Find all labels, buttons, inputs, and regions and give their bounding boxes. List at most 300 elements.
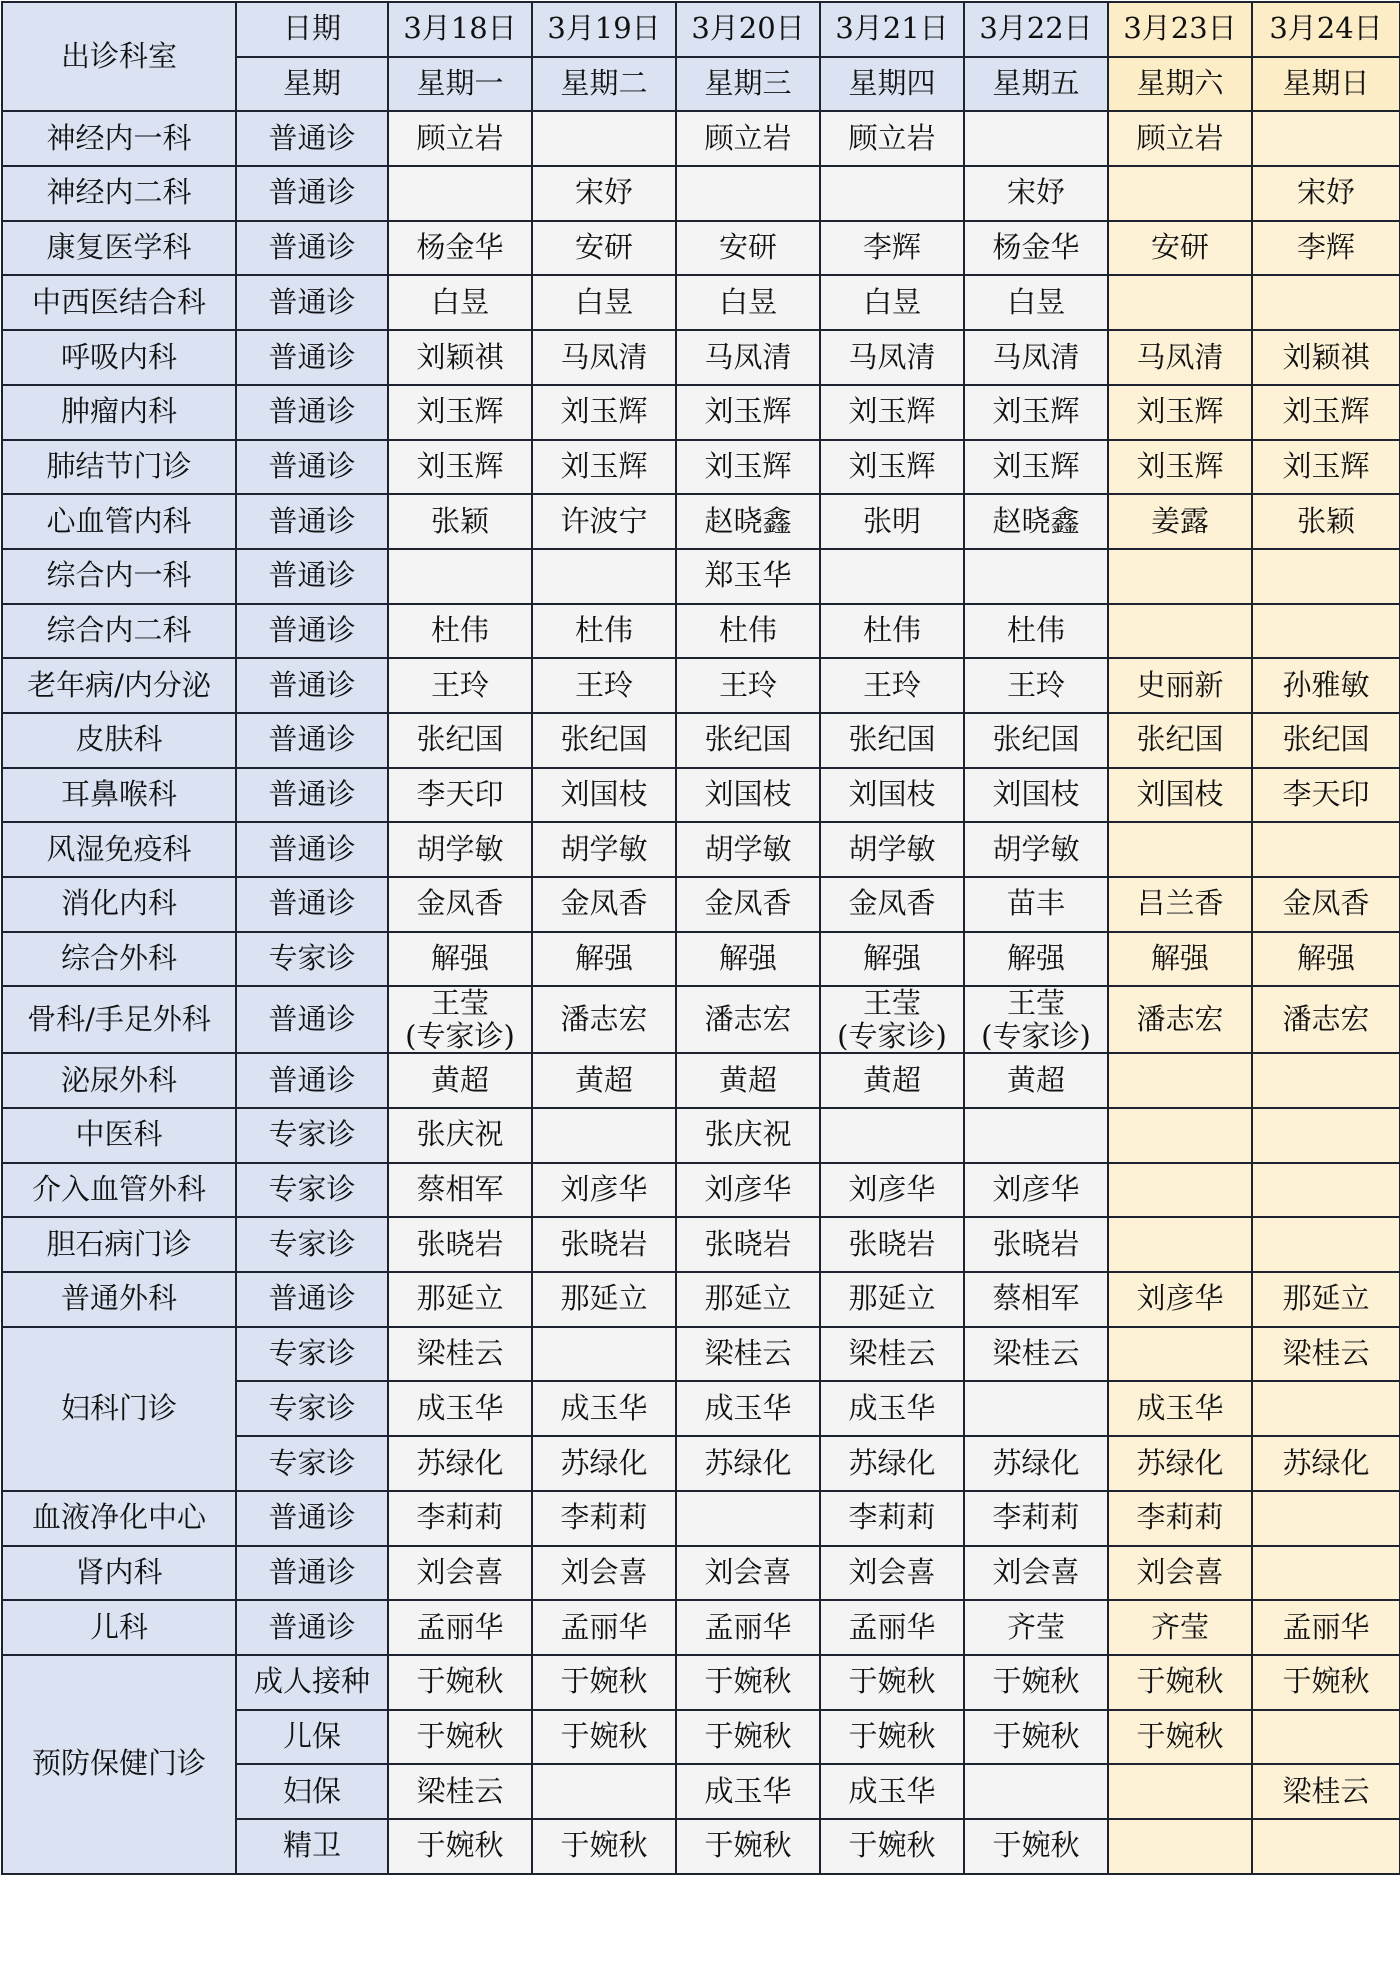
clinic-type: 普通诊	[236, 1600, 388, 1655]
doctor-cell: 马凤清	[532, 330, 676, 385]
doctor-cell-weekend	[1252, 1491, 1400, 1546]
doctor-cell-weekend: 于婉秋	[1108, 1710, 1252, 1765]
doctor-cell-weekend	[1252, 604, 1400, 659]
doctor-cell: 于婉秋	[532, 1655, 676, 1710]
department-name: 泌尿外科	[2, 1053, 236, 1108]
clinic-type: 普通诊	[236, 1272, 388, 1327]
doctor-cell: 那延立	[820, 1272, 964, 1327]
doctor-cell: 刘会喜	[388, 1546, 532, 1601]
doctor-cell	[532, 111, 676, 166]
doctor-cell-weekend	[1108, 1053, 1252, 1108]
department-name: 老年病/内分泌	[2, 658, 236, 713]
doctor-cell: 刘玉辉	[676, 440, 820, 495]
doctor-cell: 杜伟	[676, 604, 820, 659]
doctor-cell: 那延立	[676, 1272, 820, 1327]
doctor-cell: 那延立	[388, 1272, 532, 1327]
doctor-cell-weekend: 张纪国	[1108, 713, 1252, 768]
clinic-type: 普通诊	[236, 768, 388, 823]
schedule-row	[2, 822, 1400, 877]
date-header: 3月22日	[964, 2, 1108, 57]
doctor-cell: 张庆祝	[388, 1108, 532, 1163]
dept-column-header: 出诊科室	[2, 2, 236, 111]
doctor-cell: 刘玉辉	[388, 440, 532, 495]
doctor-cell: 刘会喜	[964, 1546, 1108, 1601]
clinic-type: 普通诊	[236, 385, 388, 440]
doctor-cell: 杜伟	[964, 604, 1108, 659]
doctor-cell-weekend: 梁桂云	[1252, 1764, 1400, 1819]
doctor-cell: 张晓岩	[964, 1217, 1108, 1272]
doctor-cell-weekend	[1252, 1108, 1400, 1163]
doctor-cell: 成玉华	[388, 1381, 532, 1436]
schedule-row	[2, 1491, 1400, 1546]
doctor-cell-weekend: 解强	[1108, 932, 1252, 987]
doctor-cell	[532, 1327, 676, 1382]
doctor-cell: 李辉	[820, 221, 964, 276]
cell-text-line: (专家诊)	[837, 1018, 947, 1053]
doctor-cell: 王玲	[532, 658, 676, 713]
doctor-cell: 黄超	[532, 1053, 676, 1108]
doctor-cell-weekend: 李辉	[1252, 221, 1400, 276]
doctor-cell: 梁桂云	[388, 1327, 532, 1382]
cell-text-line: 王莹	[430, 986, 489, 1021]
doctor-cell-weekend: 刘国枝	[1108, 768, 1252, 823]
doctor-cell-weekend	[1108, 1163, 1252, 1218]
weekday-header: 星期一	[388, 57, 532, 112]
schedule-row	[2, 1546, 1400, 1601]
doctor-cell-weekend: 苏绿化	[1108, 1436, 1252, 1491]
doctor-cell	[964, 986, 1108, 1053]
weekday-header: 星期五	[964, 57, 1108, 112]
header-row-dates	[2, 2, 1400, 57]
doctor-cell: 张庆祝	[676, 1108, 820, 1163]
department-name: 风湿免疫科	[2, 822, 236, 877]
doctor-cell: 李莉莉	[820, 1491, 964, 1546]
clinic-type: 普通诊	[236, 986, 388, 1053]
doctor-cell: 刘彦华	[676, 1163, 820, 1218]
clinic-type: 专家诊	[236, 1436, 388, 1491]
cell-text-line: 王莹	[862, 986, 921, 1021]
schedule-row	[2, 1272, 1400, 1327]
clinic-type: 专家诊	[236, 1163, 388, 1218]
doctor-cell: 张颖	[388, 494, 532, 549]
doctor-cell: 宋妤	[964, 166, 1108, 221]
department-name: 儿科	[2, 1600, 236, 1655]
schedule-row	[2, 1053, 1400, 1108]
department-name: 神经内二科	[2, 166, 236, 221]
doctor-cell: 张晓岩	[388, 1217, 532, 1272]
doctor-cell	[676, 1491, 820, 1546]
doctor-cell: 孟丽华	[532, 1600, 676, 1655]
doctor-cell: 白昱	[676, 275, 820, 330]
doctor-cell-weekend	[1108, 1217, 1252, 1272]
clinic-type: 专家诊	[236, 932, 388, 987]
doctor-cell	[964, 1764, 1108, 1819]
doctor-cell: 王玲	[820, 658, 964, 713]
doctor-cell: 胡学敏	[388, 822, 532, 877]
department-name: 普通外科	[2, 1272, 236, 1327]
doctor-cell: 张纪国	[388, 713, 532, 768]
doctor-cell: 李天印	[388, 768, 532, 823]
clinic-type: 普通诊	[236, 549, 388, 604]
doctor-cell: 张晓岩	[532, 1217, 676, 1272]
doctor-cell: 蔡相军	[964, 1272, 1108, 1327]
schedule-row	[2, 221, 1400, 276]
doctor-cell: 苏绿化	[532, 1436, 676, 1491]
doctor-cell	[964, 549, 1108, 604]
cell-text-line: 王莹	[1006, 986, 1065, 1021]
doctor-cell: 刘颖祺	[388, 330, 532, 385]
doctor-cell	[964, 111, 1108, 166]
doctor-cell-weekend	[1252, 1546, 1400, 1601]
schedule-body	[2, 111, 1400, 1873]
clinic-type: 普通诊	[236, 877, 388, 932]
doctor-cell-weekend	[1108, 1327, 1252, 1382]
doctor-cell: 刘彦华	[532, 1163, 676, 1218]
doctor-cell	[820, 1108, 964, 1163]
doctor-cell-weekend: 刘颖祺	[1252, 330, 1400, 385]
doctor-cell: 杜伟	[820, 604, 964, 659]
schedule-row	[2, 658, 1400, 713]
doctor-cell: 马凤清	[676, 330, 820, 385]
doctor-cell-weekend: 史丽新	[1108, 658, 1252, 713]
department-name: 肺结节门诊	[2, 440, 236, 495]
schedule-row	[2, 275, 1400, 330]
department-name: 综合内二科	[2, 604, 236, 659]
doctor-cell-weekend	[1252, 822, 1400, 877]
department-name: 呼吸内科	[2, 330, 236, 385]
doctor-cell: 于婉秋	[820, 1819, 964, 1874]
doctor-cell: 成玉华	[676, 1764, 820, 1819]
doctor-cell: 于婉秋	[388, 1710, 532, 1765]
department-name: 肾内科	[2, 1546, 236, 1601]
doctor-cell: 黄超	[820, 1053, 964, 1108]
doctor-cell: 于婉秋	[388, 1655, 532, 1710]
doctor-cell	[388, 986, 532, 1053]
doctor-cell: 黄超	[388, 1053, 532, 1108]
doctor-cell: 张纪国	[676, 713, 820, 768]
clinic-type: 普通诊	[236, 111, 388, 166]
doctor-cell: 梁桂云	[388, 1764, 532, 1819]
clinic-type: 普通诊	[236, 713, 388, 768]
doctor-cell: 解强	[964, 932, 1108, 987]
doctor-cell: 苏绿化	[676, 1436, 820, 1491]
doctor-cell: 刘玉辉	[964, 385, 1108, 440]
doctor-cell: 胡学敏	[532, 822, 676, 877]
schedule-row	[2, 549, 1400, 604]
doctor-cell: 于婉秋	[676, 1819, 820, 1874]
doctor-cell	[820, 549, 964, 604]
doctor-cell: 苏绿化	[820, 1436, 964, 1491]
doctor-cell: 赵晓鑫	[964, 494, 1108, 549]
doctor-cell: 宋妤	[532, 166, 676, 221]
doctor-cell: 解强	[820, 932, 964, 987]
department-name: 皮肤科	[2, 713, 236, 768]
doctor-cell: 齐莹	[964, 1600, 1108, 1655]
clinic-type: 普通诊	[236, 1491, 388, 1546]
doctor-cell-weekend: 齐莹	[1108, 1600, 1252, 1655]
date-header: 3月20日	[676, 2, 820, 57]
doctor-cell-weekend	[1252, 1217, 1400, 1272]
doctor-cell: 成玉华	[532, 1381, 676, 1436]
department-name: 肿瘤内科	[2, 385, 236, 440]
department-name: 消化内科	[2, 877, 236, 932]
doctor-cell	[820, 166, 964, 221]
doctor-cell-weekend: 张颖	[1252, 494, 1400, 549]
weekday-header: 星期三	[676, 57, 820, 112]
doctor-cell: 王玲	[964, 658, 1108, 713]
doctor-cell-weekend	[1252, 275, 1400, 330]
schedule-row	[2, 877, 1400, 932]
doctor-cell: 于婉秋	[964, 1710, 1108, 1765]
schedule-row	[2, 1600, 1400, 1655]
doctor-cell: 杜伟	[388, 604, 532, 659]
doctor-cell-weekend: 刘玉辉	[1252, 385, 1400, 440]
doctor-cell-weekend: 刘玉辉	[1252, 440, 1400, 495]
doctor-cell: 金凤香	[676, 877, 820, 932]
doctor-cell-weekend	[1108, 275, 1252, 330]
doctor-cell-weekend: 吕兰香	[1108, 877, 1252, 932]
date-header: 3月21日	[820, 2, 964, 57]
doctor-cell: 于婉秋	[820, 1655, 964, 1710]
doctor-cell: 顾立岩	[388, 111, 532, 166]
doctor-cell: 解强	[532, 932, 676, 987]
doctor-cell: 梁桂云	[820, 1327, 964, 1382]
doctor-cell: 那延立	[532, 1272, 676, 1327]
department-name: 中医科	[2, 1108, 236, 1163]
schedule-row	[2, 604, 1400, 659]
doctor-cell: 潘志宏	[532, 986, 676, 1053]
doctor-cell: 胡学敏	[676, 822, 820, 877]
doctor-cell-weekend	[1252, 1819, 1400, 1874]
doctor-cell: 孟丽华	[676, 1600, 820, 1655]
doctor-cell-weekend: 安研	[1108, 221, 1252, 276]
doctor-cell: 刘玉辉	[820, 440, 964, 495]
clinic-type: 普通诊	[236, 1546, 388, 1601]
doctor-cell-weekend: 成玉华	[1108, 1381, 1252, 1436]
date-header-weekend: 3月23日	[1108, 2, 1252, 57]
schedule-row	[2, 1217, 1400, 1272]
doctor-cell-weekend: 孙雅敏	[1252, 658, 1400, 713]
department-name: 介入血管外科	[2, 1163, 236, 1218]
doctor-cell-weekend	[1108, 1819, 1252, 1874]
doctor-cell: 马凤清	[820, 330, 964, 385]
schedule-row	[2, 494, 1400, 549]
doctor-cell	[532, 1108, 676, 1163]
department-name: 预防保健门诊	[2, 1655, 236, 1874]
schedule-row	[2, 986, 1400, 1053]
doctor-cell-weekend	[1108, 604, 1252, 659]
department-name: 心血管内科	[2, 494, 236, 549]
doctor-cell-weekend	[1252, 549, 1400, 604]
weekday-header-weekend: 星期日	[1252, 57, 1400, 112]
doctor-cell: 刘玉辉	[532, 385, 676, 440]
doctor-cell: 刘国枝	[820, 768, 964, 823]
doctor-cell: 刘玉辉	[820, 385, 964, 440]
cell-text-line: (专家诊)	[405, 1018, 515, 1053]
doctor-cell: 王玲	[676, 658, 820, 713]
doctor-cell: 李莉莉	[532, 1491, 676, 1546]
doctor-cell-weekend	[1108, 549, 1252, 604]
doctor-cell-weekend: 宋妤	[1252, 166, 1400, 221]
weekday-header: 星期二	[532, 57, 676, 112]
doctor-cell: 杨金华	[388, 221, 532, 276]
doctor-cell-weekend: 苏绿化	[1252, 1436, 1400, 1491]
doctor-cell-weekend: 李天印	[1252, 768, 1400, 823]
doctor-cell: 胡学敏	[820, 822, 964, 877]
schedule-row	[2, 330, 1400, 385]
doctor-cell: 刘国枝	[676, 768, 820, 823]
doctor-cell-weekend: 马凤清	[1108, 330, 1252, 385]
department-name: 综合外科	[2, 932, 236, 987]
clinic-type: 普通诊	[236, 330, 388, 385]
department-name: 骨科/手足外科	[2, 986, 236, 1053]
doctor-cell-weekend	[1252, 1163, 1400, 1218]
clinic-type: 成人接种	[236, 1655, 388, 1710]
schedule-row	[2, 768, 1400, 823]
doctor-cell: 成玉华	[820, 1764, 964, 1819]
doctor-cell: 张晓岩	[820, 1217, 964, 1272]
doctor-cell: 安研	[532, 221, 676, 276]
doctor-cell: 于婉秋	[676, 1710, 820, 1765]
schedule-row	[2, 440, 1400, 495]
doctor-cell: 李莉莉	[388, 1491, 532, 1546]
doctor-cell-weekend: 刘玉辉	[1108, 385, 1252, 440]
doctor-cell: 金凤香	[388, 877, 532, 932]
clinic-schedule-table	[1, 1, 1400, 1875]
doctor-cell: 李莉莉	[964, 1491, 1108, 1546]
clinic-type: 普通诊	[236, 1053, 388, 1108]
doctor-cell-weekend: 刘彦华	[1108, 1272, 1252, 1327]
clinic-type: 专家诊	[236, 1108, 388, 1163]
doctor-cell-weekend: 潘志宏	[1108, 986, 1252, 1053]
doctor-cell: 张纪国	[532, 713, 676, 768]
department-name: 综合内一科	[2, 549, 236, 604]
doctor-cell: 于婉秋	[388, 1819, 532, 1874]
doctor-cell: 顾立岩	[676, 111, 820, 166]
cell-text-line: (专家诊)	[981, 1018, 1091, 1053]
doctor-cell: 白昱	[388, 275, 532, 330]
doctor-cell: 杜伟	[532, 604, 676, 659]
schedule-row	[2, 385, 1400, 440]
doctor-cell: 刘国枝	[532, 768, 676, 823]
doctor-cell-weekend: 姜露	[1108, 494, 1252, 549]
clinic-type: 妇保	[236, 1764, 388, 1819]
doctor-cell: 郑玉华	[676, 549, 820, 604]
date-header-weekend: 3月24日	[1252, 2, 1400, 57]
doctor-cell: 刘会喜	[532, 1546, 676, 1601]
doctor-cell-weekend: 潘志宏	[1252, 986, 1400, 1053]
doctor-cell	[532, 1764, 676, 1819]
doctor-cell: 刘国枝	[964, 768, 1108, 823]
doctor-cell: 王玲	[388, 658, 532, 713]
doctor-cell: 刘会喜	[676, 1546, 820, 1601]
doctor-cell: 金凤香	[532, 877, 676, 932]
clinic-type: 普通诊	[236, 658, 388, 713]
doctor-cell	[388, 549, 532, 604]
clinic-type: 专家诊	[236, 1327, 388, 1382]
doctor-cell: 苏绿化	[388, 1436, 532, 1491]
department-name: 妇科门诊	[2, 1327, 236, 1491]
doctor-cell	[964, 1381, 1108, 1436]
weekday-header-weekend: 星期六	[1108, 57, 1252, 112]
clinic-type: 普通诊	[236, 440, 388, 495]
department-name: 耳鼻喉科	[2, 768, 236, 823]
doctor-cell: 成玉华	[820, 1381, 964, 1436]
doctor-cell-weekend: 梁桂云	[1252, 1327, 1400, 1382]
doctor-cell: 顾立岩	[820, 111, 964, 166]
doctor-cell-weekend	[1252, 1053, 1400, 1108]
doctor-cell-weekend: 刘玉辉	[1108, 440, 1252, 495]
doctor-cell: 刘会喜	[820, 1546, 964, 1601]
doctor-cell: 杨金华	[964, 221, 1108, 276]
clinic-type: 普通诊	[236, 494, 388, 549]
doctor-cell: 蔡相军	[388, 1163, 532, 1218]
doctor-cell: 梁桂云	[964, 1327, 1108, 1382]
clinic-type: 普通诊	[236, 166, 388, 221]
date-header: 3月19日	[532, 2, 676, 57]
clinic-type: 普通诊	[236, 275, 388, 330]
doctor-cell-weekend	[1108, 1108, 1252, 1163]
clinic-type: 普通诊	[236, 604, 388, 659]
doctor-cell: 孟丽华	[820, 1600, 964, 1655]
department-name: 胆石病门诊	[2, 1217, 236, 1272]
doctor-cell	[388, 166, 532, 221]
doctor-cell-weekend	[1108, 166, 1252, 221]
doctor-cell: 于婉秋	[964, 1819, 1108, 1874]
doctor-cell: 张明	[820, 494, 964, 549]
schedule-row	[2, 932, 1400, 987]
doctor-cell: 刘玉辉	[676, 385, 820, 440]
doctor-cell: 解强	[388, 932, 532, 987]
schedule-row	[2, 1108, 1400, 1163]
doctor-cell	[820, 986, 964, 1053]
doctor-cell: 胡学敏	[964, 822, 1108, 877]
schedule-row	[2, 111, 1400, 166]
schedule-row	[2, 166, 1400, 221]
clinic-type: 普通诊	[236, 822, 388, 877]
date-header: 3月18日	[388, 2, 532, 57]
doctor-cell-weekend	[1108, 822, 1252, 877]
doctor-cell-weekend: 于婉秋	[1252, 1655, 1400, 1710]
clinic-type: 精卫	[236, 1819, 388, 1874]
doctor-cell	[676, 166, 820, 221]
doctor-cell: 张纪国	[964, 713, 1108, 768]
clinic-type: 普通诊	[236, 221, 388, 276]
doctor-cell: 于婉秋	[820, 1710, 964, 1765]
doctor-cell: 成玉华	[676, 1381, 820, 1436]
doctor-cell-weekend: 顾立岩	[1108, 111, 1252, 166]
doctor-cell: 潘志宏	[676, 986, 820, 1053]
doctor-cell: 梁桂云	[676, 1327, 820, 1382]
doctor-cell: 苏绿化	[964, 1436, 1108, 1491]
doctor-cell: 张晓岩	[676, 1217, 820, 1272]
doctor-cell-weekend: 于婉秋	[1108, 1655, 1252, 1710]
department-name: 康复医学科	[2, 221, 236, 276]
department-name: 神经内一科	[2, 111, 236, 166]
doctor-cell-weekend: 那延立	[1252, 1272, 1400, 1327]
clinic-type: 专家诊	[236, 1381, 388, 1436]
doctor-cell: 张纪国	[820, 713, 964, 768]
doctor-cell: 许波宁	[532, 494, 676, 549]
doctor-cell-weekend: 张纪国	[1252, 713, 1400, 768]
doctor-cell: 解强	[676, 932, 820, 987]
doctor-cell-weekend: 李莉莉	[1108, 1491, 1252, 1546]
doctor-cell: 黄超	[676, 1053, 820, 1108]
doctor-cell: 刘玉辉	[964, 440, 1108, 495]
schedule-row	[2, 713, 1400, 768]
doctor-cell: 赵晓鑫	[676, 494, 820, 549]
doctor-cell: 马凤清	[964, 330, 1108, 385]
